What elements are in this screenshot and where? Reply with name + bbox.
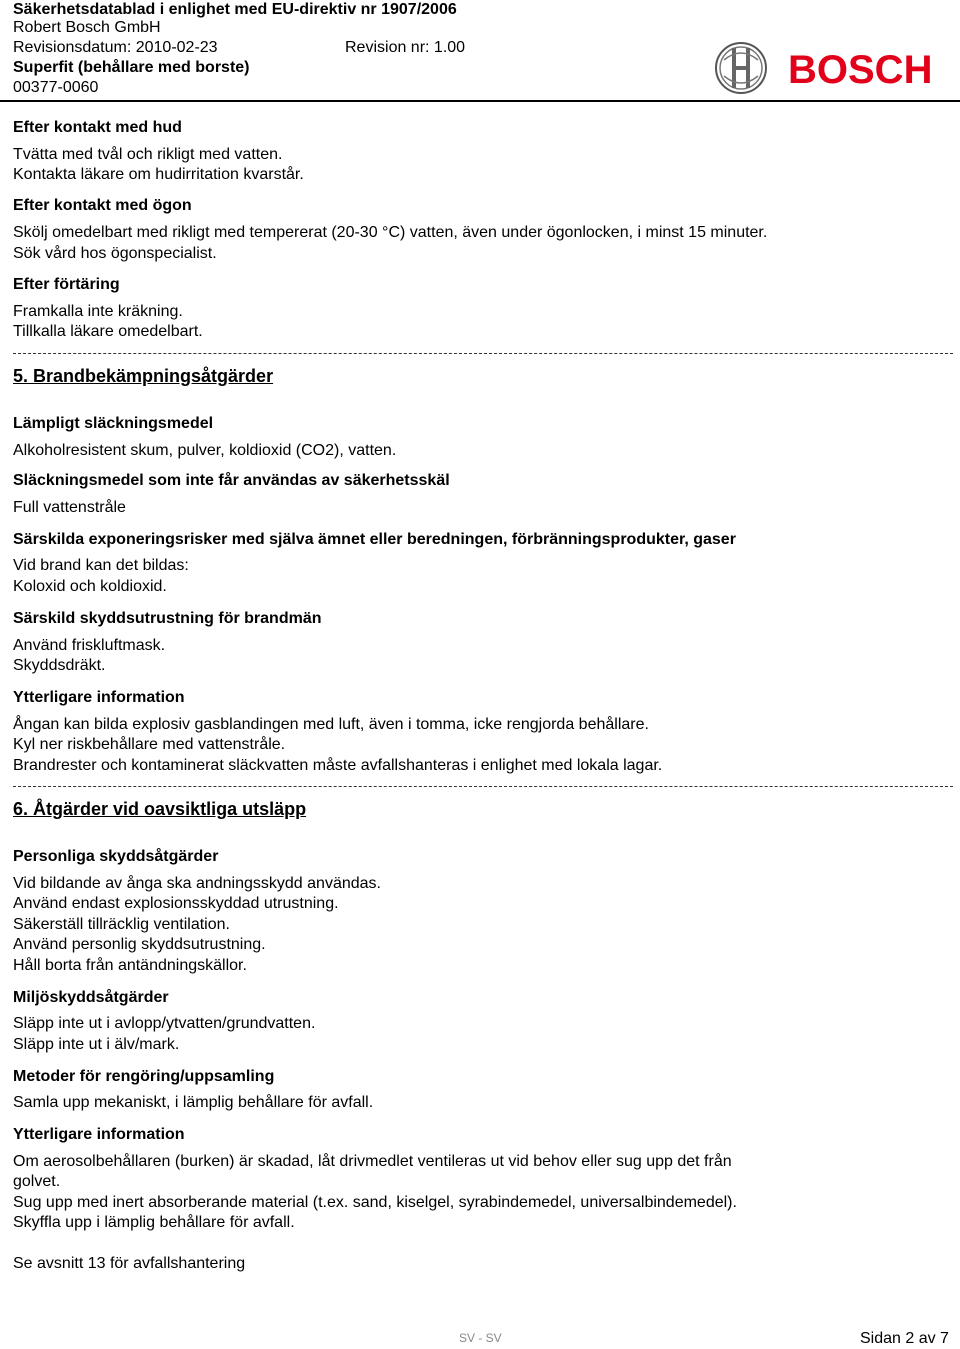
equipment-line-2: Skyddsdräkt. (13, 657, 106, 674)
bosch-wordmark: BOSCH (788, 48, 933, 92)
bosch-armature-icon (712, 40, 952, 96)
bosch-logo (712, 40, 952, 96)
ingestion-line-1: Framkalla inte kräkning. (13, 303, 183, 320)
language-code: SV - SV (459, 1331, 502, 1345)
section-6-title: 6. Åtgärder vid oavsiktliga utsläpp (13, 799, 307, 819)
personal-line-5: Håll borta från antändningskällor. (13, 957, 247, 974)
s6-additional-line-2: golvet. (13, 1173, 61, 1190)
section-divider (13, 786, 953, 787)
environment-line-2: Släpp inte ut i älv/mark. (13, 1036, 180, 1053)
section-5-title: 5. Brandbekämpningsåtgärder (13, 366, 274, 386)
section-divider (13, 353, 953, 354)
s6-additional-line-1: Om aerosolbehållaren (burken) är skadad, låt drivmedlet ventileras ut vid behov eller sug upp det från (13, 1153, 732, 1170)
s5-additional-line-1: Ångan kan bilda explosiv gasblandingen med luft, även i tomma, icke rengjorda behållare. (13, 716, 649, 733)
skin-line-2: Kontakta läkare om hudirritation kvarstår. (13, 166, 304, 183)
cleanup-line-1: Samla upp mekaniskt, i lämplig behållare för avfall. (13, 1094, 374, 1111)
skin-line-1: Tvätta med tvål och rikligt med vatten. (13, 146, 283, 163)
document-title: Säkerhetsdatablad i enlighet med EU-direktiv nr 1907/2006 (13, 1, 457, 18)
section-6-additional-heading: Ytterligare information (13, 1126, 185, 1143)
product-name: Superfit (behållare med borste) (13, 59, 250, 76)
section-5-additional-heading: Ytterligare information (13, 689, 185, 706)
s5-additional-line-2: Kyl ner riskbehållare med vattenstråle. (13, 736, 286, 753)
cleanup-methods-heading: Metoder för rengöring/uppsamling (13, 1068, 275, 1085)
s6-additional-line-3: Sug upp med inert absorberande material (t.ex. sand, kiselgel, syrabindemedel, universalbindemedel). (13, 1194, 737, 1211)
personal-line-4: Använd personlig skyddsutrustning. (13, 936, 266, 953)
s6-additional-line-4: Skyffla upp i lämplig behållare för avfall. (13, 1214, 295, 1231)
header-divider (0, 100, 960, 102)
personal-line-2: Använd endast explosionsskyddad utrustning. (13, 895, 339, 912)
revision-number: Revision nr: 1.00 (345, 39, 466, 56)
firefighter-equipment-heading: Särskild skyddsutrustning för brandmän (13, 610, 322, 627)
hazards-line-1: Vid brand kan det bildas: (13, 557, 189, 574)
equipment-line-1: Använd friskluftmask. (13, 637, 166, 654)
revision-date: Revisionsdatum: 2010-02-23 (13, 39, 218, 56)
s5-additional-line-3: Brandrester och kontaminerat släckvatten måste avfallshanteras i enlighet med lokala lagar. (13, 757, 663, 774)
suitable-media-heading: Lämpligt släckningsmedel (13, 415, 214, 432)
special-hazards-heading: Särskilda exponeringsrisker med själva ämnet eller beredningen, förbränningsprodukter, gaser (13, 531, 736, 548)
eye-line-2: Sök vård hos ögonspecialist. (13, 245, 217, 262)
page-number: Sidan 2 av 7 (860, 1330, 949, 1347)
unsuitable-media-heading: Släckningsmedel som inte får användas av säkerhetsskäl (13, 472, 450, 489)
waste-reference: Se avsnitt 13 för avfallshantering (13, 1255, 246, 1272)
eye-contact-heading: Efter kontakt med ögon (13, 197, 192, 214)
environmental-heading: Miljöskyddsåtgärder (13, 989, 169, 1006)
environment-line-1: Släpp inte ut i avlopp/ytvatten/grundvatten. (13, 1015, 316, 1032)
ingestion-line-2: Tillkalla läkare omedelbart. (13, 323, 203, 340)
suitable-media-text: Alkoholresistent skum, pulver, koldioxid (CO2), vatten. (13, 442, 397, 459)
ingestion-heading: Efter förtäring (13, 276, 120, 293)
skin-contact-heading: Efter kontakt med hud (13, 119, 182, 136)
hazards-line-2: Koloxid och koldioxid. (13, 578, 167, 595)
personal-precautions-heading: Personliga skyddsåtgärder (13, 848, 219, 865)
product-code: 00377-0060 (13, 79, 99, 96)
personal-line-1: Vid bildande av ånga ska andningsskydd användas. (13, 875, 381, 892)
eye-line-1: Skölj omedelbart med rikligt med tempererat (20-30 °C) vatten, även under ögonlocken, i minst 15 minuter. (13, 224, 768, 241)
company-name: Robert Bosch GmbH (13, 19, 161, 36)
unsuitable-media-text: Full vattenstråle (13, 499, 126, 516)
personal-line-3: Säkerställ tillräcklig ventilation. (13, 916, 230, 933)
